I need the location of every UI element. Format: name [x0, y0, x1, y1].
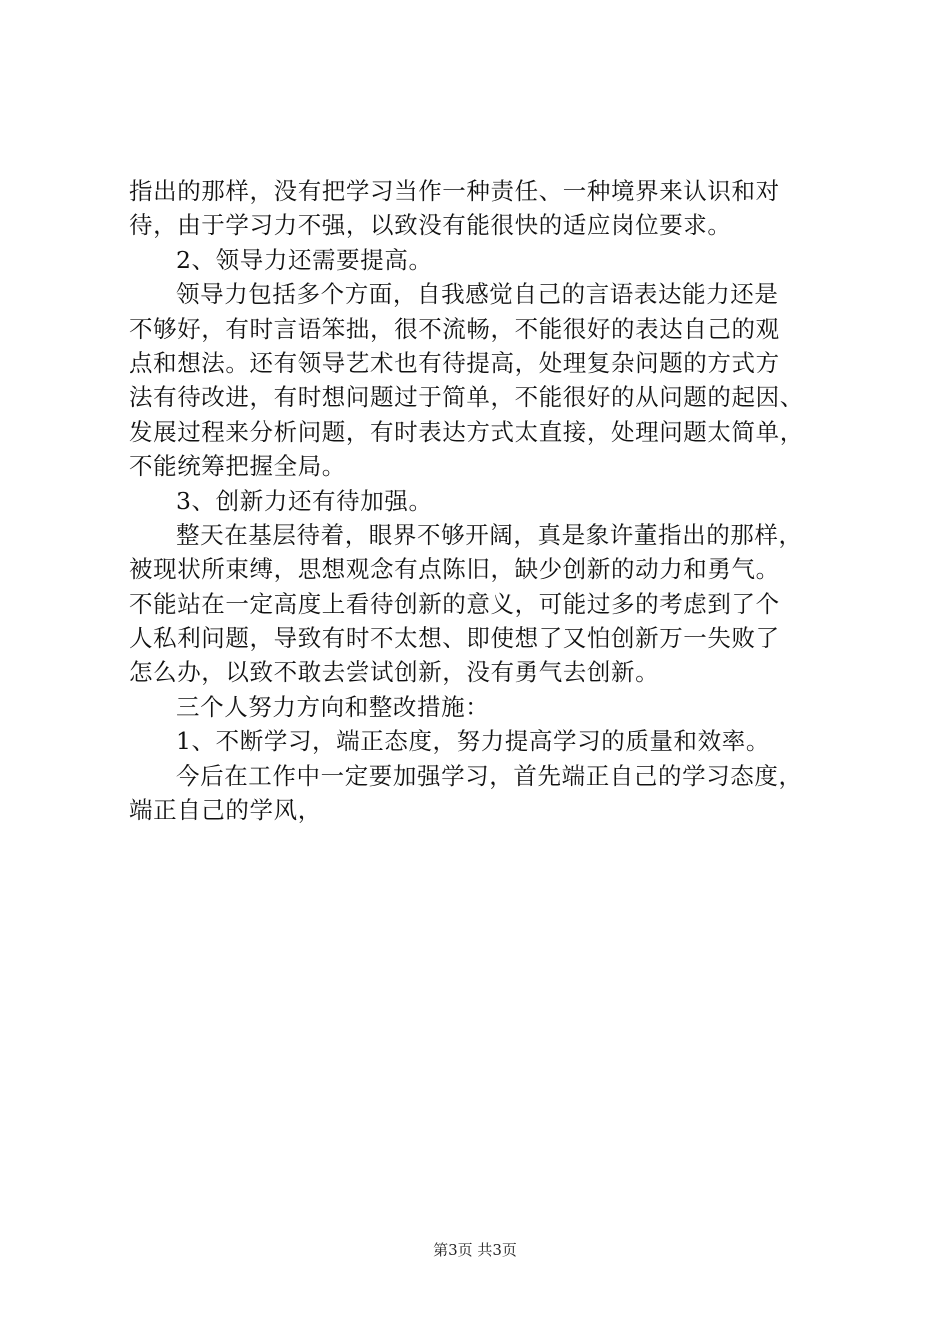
- text-line: 不够好，有时言语笨拙，很不流畅，不能很好的表达自己的观: [129, 314, 780, 343]
- text-line: 怎么办，以致不敢去尝试创新，没有勇气去创新。: [129, 658, 660, 687]
- page-footer: 第3页 共3页: [433, 1241, 517, 1259]
- text-line: 今后在工作中一定要加强学习，首先端正自己的学习态度，: [176, 761, 803, 790]
- text-line: 被现状所束缚，思想观念有点陈旧，缺少创新的动力和勇气。: [129, 555, 780, 584]
- text-line: 不能统筹把握全局。: [129, 452, 346, 481]
- section-heading: 2、领导力还需要提高。: [176, 245, 433, 274]
- section-heading: 1、不断学习，端正态度，努力提高学习的质量和效率。: [176, 727, 770, 756]
- section-heading: 三个人努力方向和整改措施：: [176, 692, 490, 721]
- text-line: 待，由于学习力不强，以致没有能很快的适应岗位要求。: [129, 211, 732, 240]
- text-line: 领导力包括多个方面，自我感觉自己的言语表达能力还是: [176, 280, 779, 309]
- text-line: 整天在基层待着，眼界不够开阔，真是象许董指出的那样，: [176, 520, 803, 549]
- text-line: 人私利问题，导致有时不太想、即使想了又怕创新万一失败了: [129, 624, 780, 653]
- text-line: 点和想法。还有领导艺术也有待提高，处理复杂问题的方式方: [129, 348, 780, 377]
- text-line: 发展过程来分析问题，有时表达方式太直接，处理问题太简单，: [129, 417, 804, 446]
- document-body: [129, 174, 839, 827]
- text-line: 不能站在一定高度上看待创新的意义，可能过多的考虑到了个: [129, 589, 780, 618]
- text-line: 端正自己的学风，: [129, 796, 322, 825]
- section-heading: 3、创新力还有待加强。: [176, 486, 433, 515]
- text-line: 法有待改进，有时想问题过于简单，不能很好的从问题的起因、: [129, 383, 804, 412]
- text-line: 指出的那样，没有把学习当作一种责任、一种境界来认识和对: [129, 177, 780, 205]
